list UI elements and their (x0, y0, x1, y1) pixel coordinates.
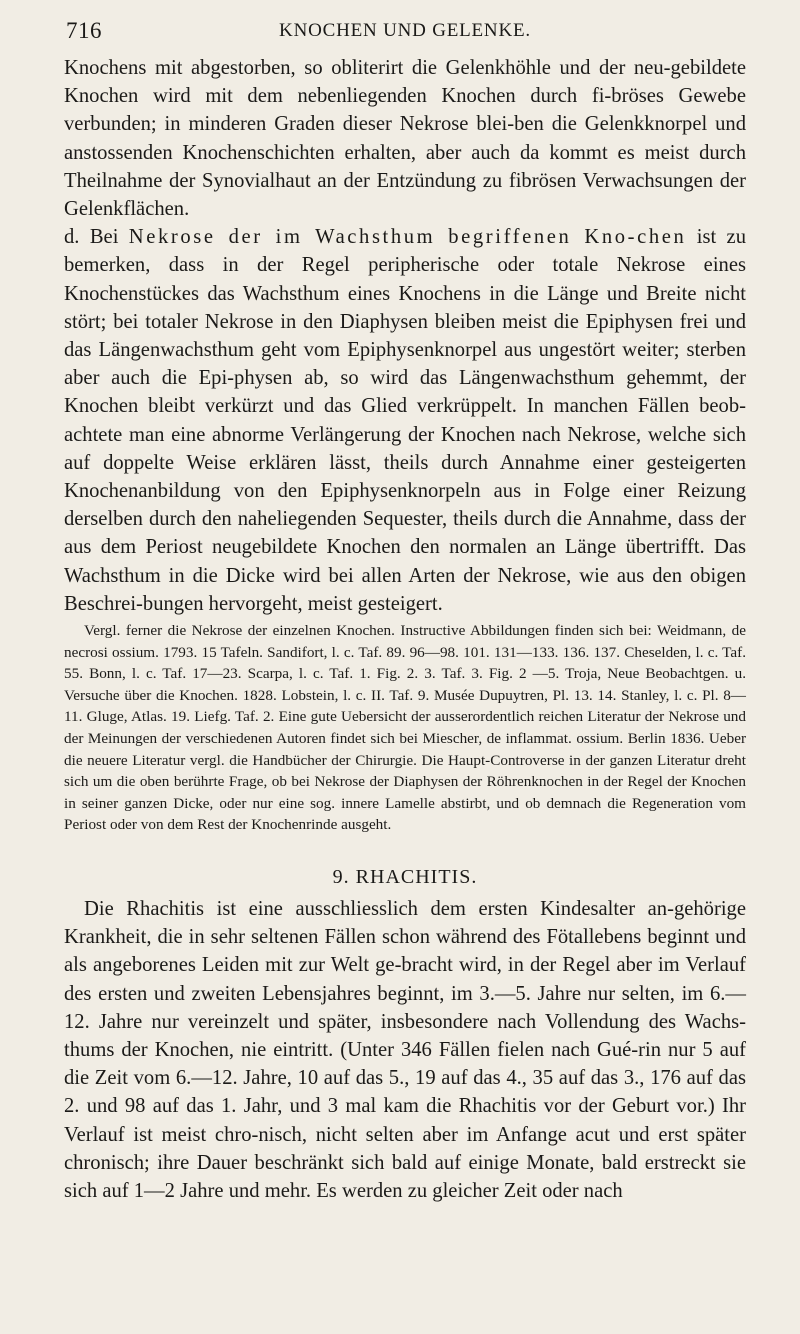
literature-note: Vergl. ferner die Nekrose der einzelnen Knochen. Instructive Abbildungen finden sich bei: Weidmann, de necrosi ossium. 1793. 15 Tafeln. Sandifort, l. c. Taf. 89. 96—98. 101. 131—133. 136. 137. Cheselden, l. c. Taf. 55. Bonn, l. c. Taf. 17—23. Scarpa, l. c. Taf. 1. Fig. 2. 3. Taf. 3. Fig. 2 —5. Troja, Neue Beobachtgen. u. Versuche über die Knochen. 1828. Lobstein, l. c. II. Taf. 9. Musée Dupuytren, Pl. 13. 14. Stanley, l. c. Pl. 8—11. Gluge, Atlas. 19. Liefg. Taf. 2. Eine gute Uebersicht der ausserordentlich reichen Literatur der Nekrose und der Meinungen der verschiedenen Autoren findet sich bei Miescher, de inflammat. ossium. Berlin 1836. Ueber die neuere Literatur vergl. die Handbücher der Chirurgie. Die Haupt-Controverse in der ganzen Literatur dreht sich um die oben berührte Frage, ob bei Nekrose der Diaphysen der Röhrenknochen in der Regel der Knochen in seiner ganzen Dicke, oder nur eine sog. innere Lamelle abstirbt, und ob demnach die Regeneration vom Periost oder von dem Rest der Knochenrinde ausgeht. (64, 622, 746, 834)
running-title: KNOCHEN UND GELENKE. (279, 20, 531, 41)
body-paragraph-growing-bone-necrosis (64, 223, 746, 618)
spaced-emphasis-phrase: Nekrose der im Wachsthum begriffenen Kno-chen (128, 226, 687, 249)
page-number: 716 (66, 18, 102, 43)
body-paragraph-rhachitis: Die Rhachitis ist eine ausschliesslich dem ersten Kindesalter an-gehörige Krankheit, die in sehr seltenen Fällen schon während des Fötallebens beginnt und als angeborenes Leiden mit zur Welt ge-bracht wird, in der Regel aber im Verlauf des ersten und zweiten Lebensjahres beginnt, im 3.—5. Jahre nur selten, im 6.—12. Jahre nur vereinzelt und später, insbesondere nach Vollendung des Wachs-thums der Knochen, nie eintritt. (Unter 346 Fällen fielen nach Gué-rin nur 5 auf die Zeit vom 6.—12. Jahre, 10 auf das 5., 19 auf das 4., 35 auf das 3., 176 auf das 2. und 98 auf das 1. Jahr, und 3 mal kam die Rhachitis vor der Geburt vor.) Ihr Verlauf ist meist chro-nisch, nicht selten aber im Anfange acut und erst später chronisch; ihre Dauer beschränkt sich bald auf einige Monate, bald erstreckt sie sich auf 1—2 Jahre und mehr. Es werden zu gleicher Zeit oder nach (64, 898, 746, 1203)
paragraph-text: ist zu bemerken, dass in der Regel peripherische oder totale Nekrose eines Knochenstückes das Wachsthum eines Knochens in die Länge und Breite nicht stört; bei totaler Nekrose in den Diaphysen bleiben meist die Epiphysen frei und das Längenwachsthum geht vom Epiphysenknorpel aus ungestört weiter; sterben aber auch die Epi-physen ab, so wird das Längenwachsthum gehemmt, der Knochen bleibt verkürzt und das Glied verkrüppelt. In manchen Fällen beob-achtete man eine abnorme Verlängerung der Knochen nach Nekrose, welche sich auf doppelte Weise erklären lässt, theils durch Annahme einer gesteigerten Knochenanbildung von den Epiphysenknorpeln aus in Folge einer Reizung derselben durch den naheliegenden Sequester, theils durch die Annahme, dass der aus dem Periost neugebildete Knochen den normalen an Länge übertrifft. Das Wachsthum in die Dicke wird bei allen Arten der Nekrose, wie aus den obigen Beschrei-bungen hervorgeht, meist gesteigert. (64, 226, 746, 615)
section-heading: 9. RHACHITIS. (332, 866, 478, 888)
page-header (64, 14, 746, 54)
paragraph-lead: d. Bei (64, 226, 119, 249)
body-paragraph-necrosis-joint: Knochens mit abgestorben, so obliterirt die Gelenkhöhle und der neu-gebildete Knochen wird mit dem nebenliegenden Knochen durch fi-bröses Gewebe verbunden; in minderen Graden dieser Nekrose blei-ben die Gelenkknorpel und anstossenden Knochenschichten erhalten, aber auch da kommt es meist durch Theilnahme der Synovialhaut an der Entzündung zu fibrösen Verwachsungen der Gelenkflächen. (64, 57, 746, 221)
